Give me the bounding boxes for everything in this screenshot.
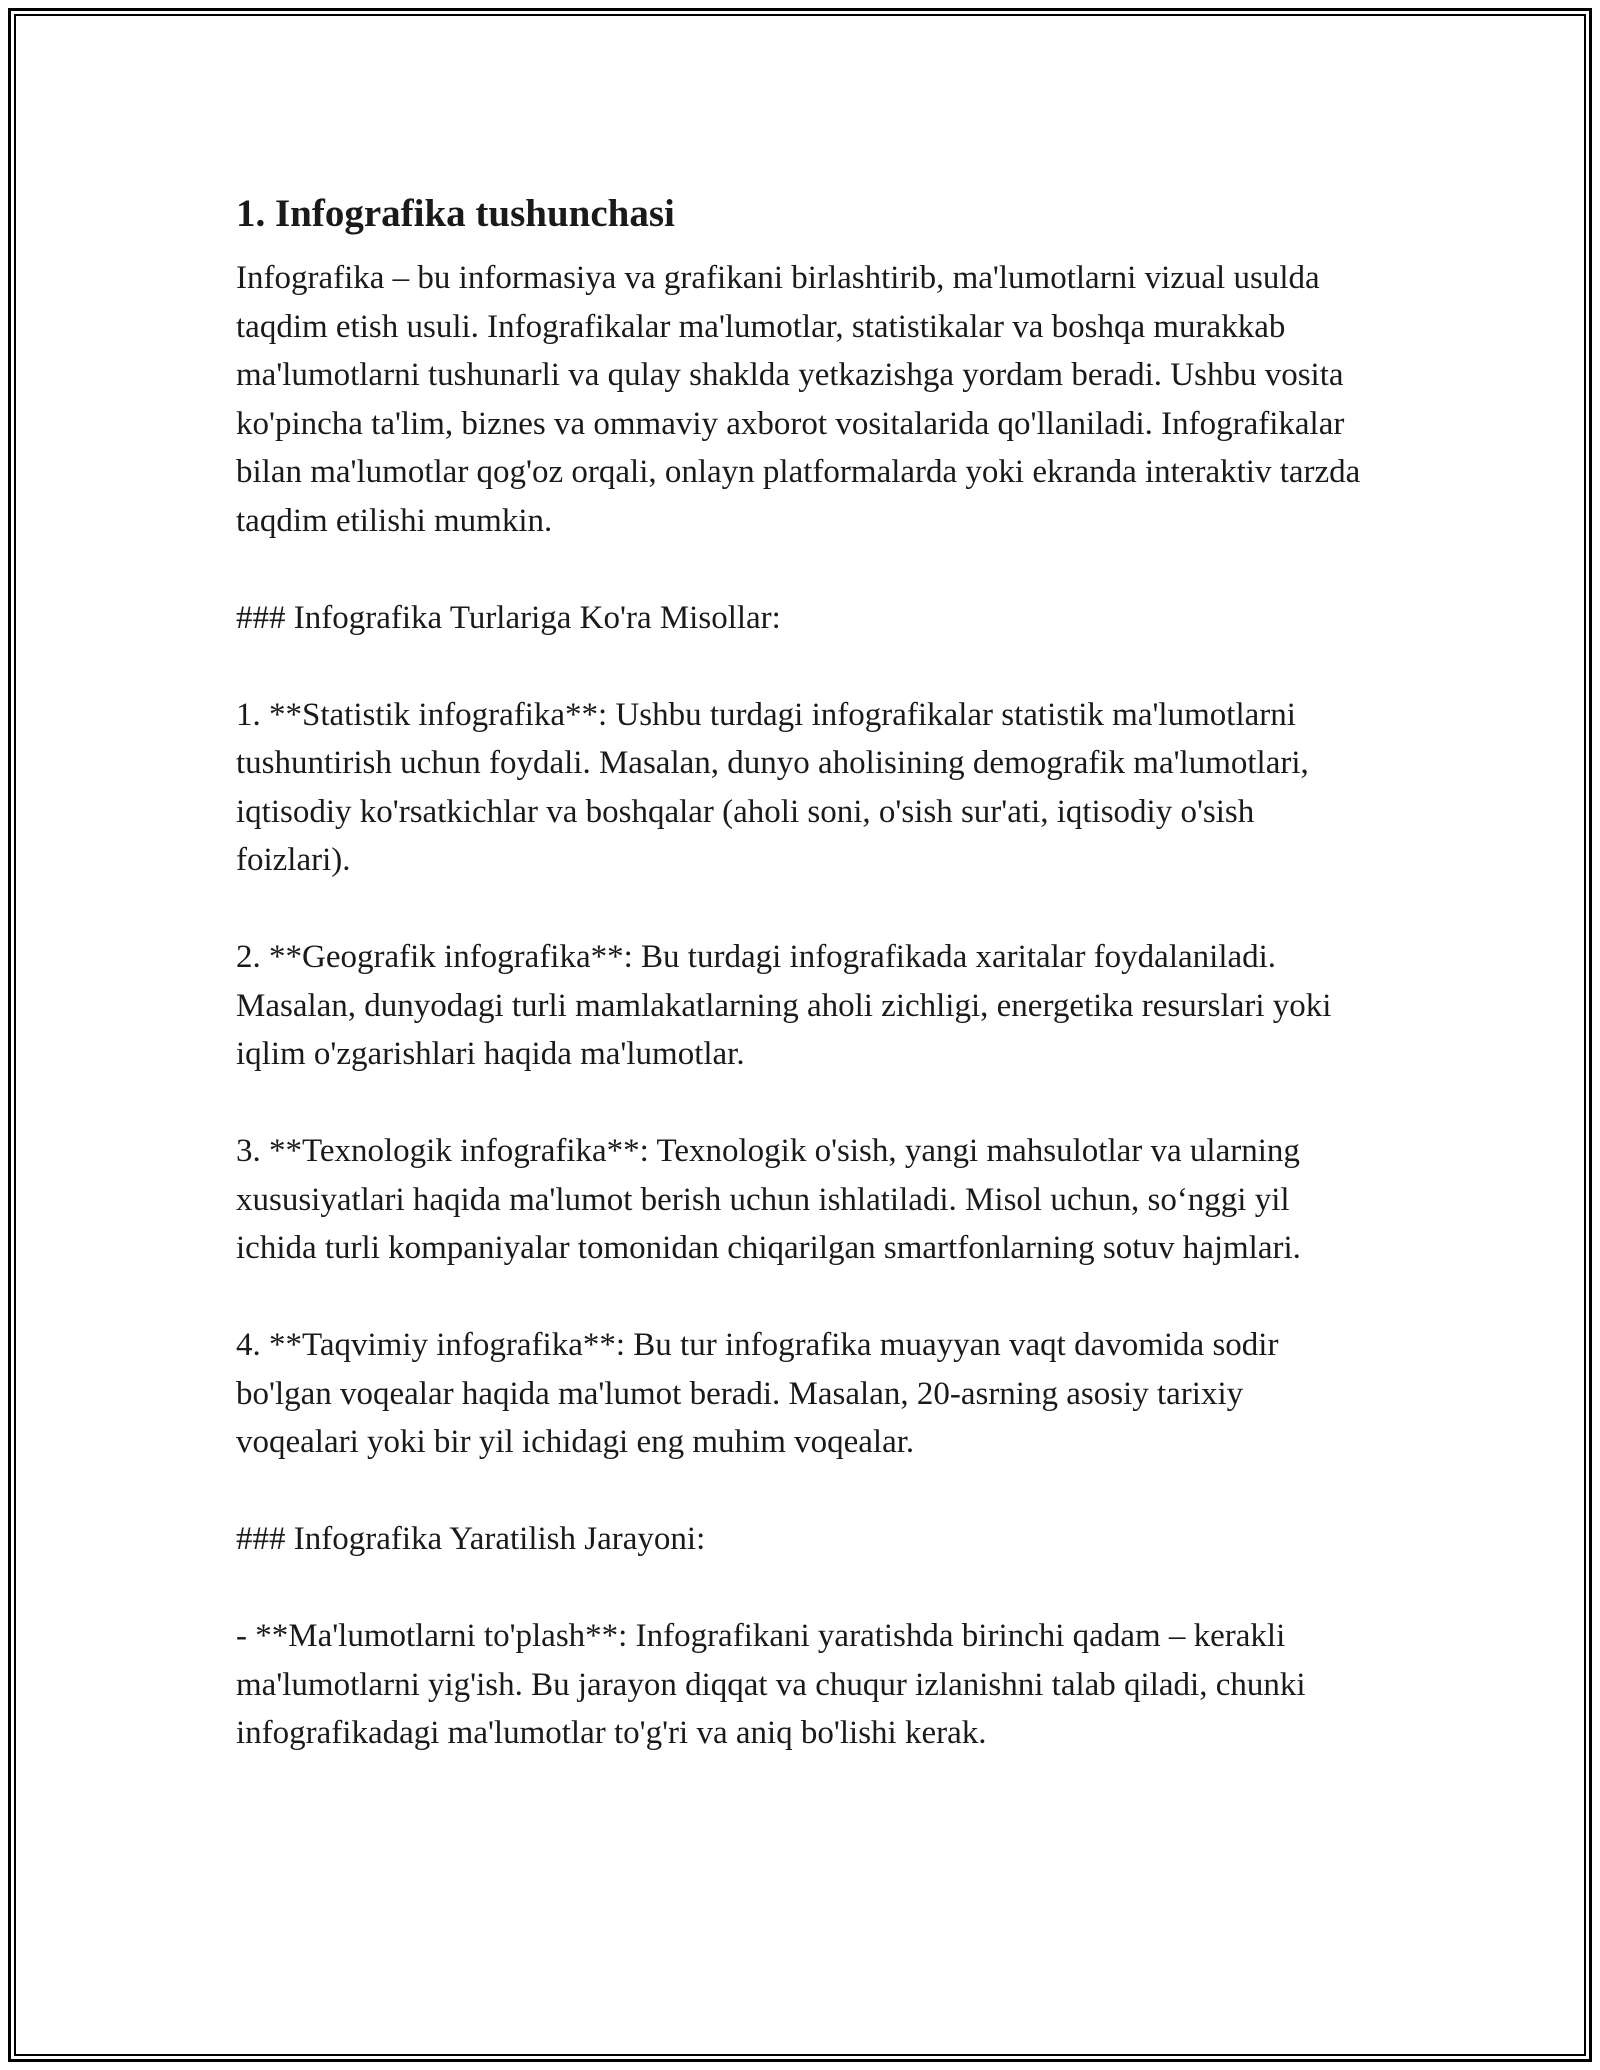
subheading-examples: ### Infografika Turlariga Ko'ra Misollar: [236,599,781,636]
intro-paragraph: Infografika – bu informasiya va grafikani birlashtirib, ma'lumotlarni vizual usulda taqdim etish usuli. Infografikalar ma'lumotlar, statistikalar va boshqa murakkab ma'lumotlarni tushunarli va qulay shaklda yetkazishga yordam beradi. Ushbu vosita ko'pincha ta'lim, biznes va ommaviy axborot vositalarida qo'llaniladi. Infografikalar bilan ma'lumotlar qog'oz orqali, onlayn platformalarda yoki ekranda interaktiv tarzda taqdim etilishi mumkin. [236,260,1361,539]
list-item-geographic: 2. **Geografik infografika**: Bu turdagi infografikada xaritalar foydalaniladi. Masalan, dunyodagi turli mamlakatlarning aholi zichligi, energetika resurslari yoki iqlim o'zgarishlari haqida ma'lumotlar. [236,939,1332,1072]
document-body [236,186,1366,1758]
list-item-data-collection: - **Ma'lumotlarni to'plash**: Infografikani yaratishda birinchi qadam – kerakli ma'lumotlarni yig'ish. Bu jarayon diqqat va chuqur izlanishni talab qiladi, chunki infografikadagi ma'lumotlar to'g'ri va aniq bo'lishi kerak. [236,1618,1306,1751]
list-item-statistical: 1. **Statistik infografika**: Ushbu turdagi infografikalar statistik ma'lumotlarni tushuntirish uchun foydali. Masalan, dunyo aholisining demografik ma'lumotlari, iqtisodiy ko'rsatkichlar va boshqalar (aholi soni, o'sish sur'ati, iqtisodiy o'sish foizlari). [236,696,1309,878]
section-heading: 1. Infografika tushunchasi [236,192,675,235]
list-item-technological: 3. **Texnologik infografika**: Texnologik o'sish, yangi mahsulotlar va ularning xususiyatlari haqida ma'lumot berish uchun ishlatiladi. Misol uchun, so‘nggi yil ichida turli kompaniyalar tomonidan chiqarilgan smartfonlarning sotuv hajmlari. [236,1133,1301,1266]
subheading-process: ### Infografika Yaratilish Jarayoni: [236,1521,706,1557]
list-item-calendar: 4. **Taqvimiy infografika**: Bu tur infografika muayyan vaqt davomida sodir bo'lgan voqealar haqida ma'lumot beradi. Masalan, 20-asrning asosiy tarixiy voqealari yoki bir yil ichidagi eng muhim voqealar. [236,1327,1279,1460]
